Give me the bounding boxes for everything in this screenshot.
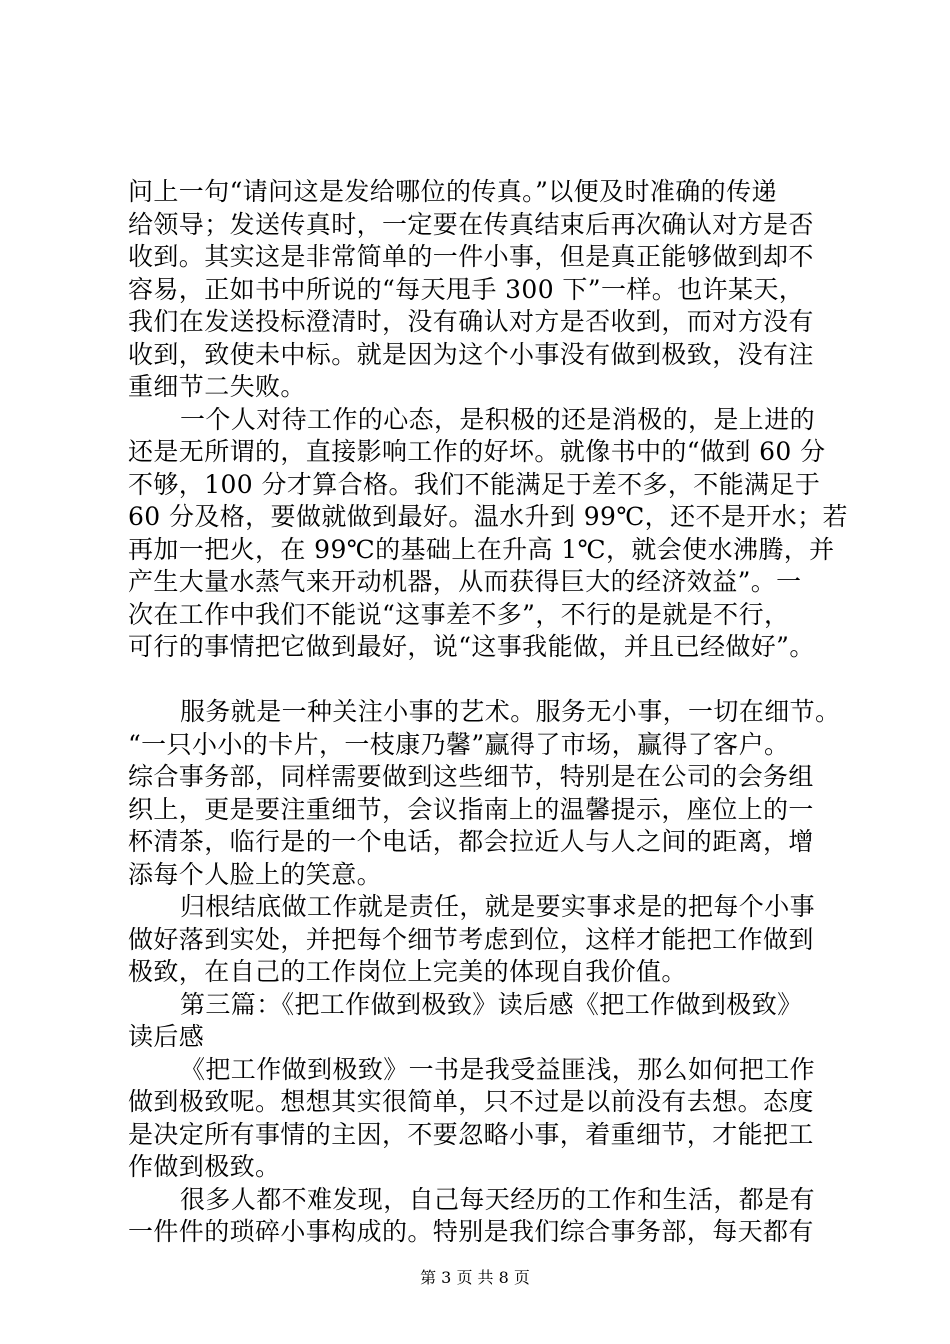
text-line: 给领导；发送传真时，一定要在传真结束后再次确认对方是否: [128, 209, 814, 239]
page-number-footer: 第 3 页 共 8 页: [420, 1268, 530, 1287]
text-line: 再加一把火，在 99℃的基础上在升高 1℃，就会使水沸腾，并: [128, 534, 835, 564]
text-line: 收到，致使未中标。就是因为这个小事没有做到极致，没有注: [128, 339, 814, 369]
section-heading-continuation: 读后感: [128, 1022, 205, 1051]
text-line: 重细节二失败。: [128, 372, 306, 401]
text-line: 不够，100 分才算合格。我们不能满足于差不多，不能满足于: [128, 469, 821, 499]
text-line: 做到极致呢。想想其实很简单，只不过是以前没有去想。态度: [128, 1087, 814, 1116]
document-body: [128, 176, 848, 1249]
section-heading: 第三篇：《把工作做到极致》读后感《把工作做到极致》: [180, 989, 803, 1019]
text-line: “一只小小的卡片，一枝康乃馨”赢得了市场，赢得了客户。: [128, 729, 790, 759]
paragraph-start-line: 一个人对待工作的心态，是积极的还是消极的，是上进的: [180, 404, 816, 434]
text-line: 收到。其实这是非常简单的一件小事，但是真正能够做到却不: [128, 242, 814, 271]
text-line: 织上，更是要注重细节，会议指南上的温馨提示，座位上的一: [128, 794, 814, 824]
text-line: 产生大量水蒸气来开动机器，从而获得巨大的经济效益”。一: [128, 567, 802, 596]
text-line: 极致，在自己的工作岗位上完美的体现自我价值。: [128, 957, 687, 986]
text-line: 作做到极致。: [128, 1152, 281, 1181]
text-line: 次在工作中我们不能说“这事差不多”，不行的是就是不行，: [128, 599, 790, 629]
text-line: 一件件的琐碎小事构成的。特别是我们综合事务部，每天都有: [128, 1217, 814, 1246]
paragraph-start-line: 《把工作做到极致》一书是我受益匪浅，那么如何把工作: [180, 1054, 816, 1084]
paragraph-start-line: 服务就是一种关注小事的艺术。服务无小事，一切在细节。: [180, 697, 841, 726]
text-line: 做好落到实处，并把每个细节考虑到位，这样才能把工作做到: [128, 924, 814, 954]
text-line: 我们在发送投标澄清时，没有确认对方是否收到，而对方没有: [128, 307, 814, 336]
text-line: 综合事务部，同样需要做到这些细节，特别是在公司的会务组: [128, 762, 814, 791]
text-line: 添每个人脸上的笑意。: [128, 859, 383, 889]
text-line: 60 分及格，要做就做到最好。温水升到 99℃，还不是开水；若: [128, 502, 848, 531]
text-line: 还是无所谓的，直接影响工作的好坏。就像书中的“做到 60 分: [128, 437, 826, 466]
paragraph-start-line: 很多人都不难发现，自己每天经历的工作和生活，都是有: [180, 1184, 816, 1214]
paragraph-start-line: 归根结底做工作就是责任，就是要实事求是的把每个小事: [180, 892, 816, 921]
text-line: 问上一句“请问这是发给哪位的传真。”以便及时准确的传递: [128, 177, 777, 206]
blank-line: [128, 664, 828, 697]
text-line: 杯清茶，临行是的一个电话，都会拉近人与人之间的距离，增: [128, 827, 814, 856]
text-line: 可行的事情把它做到最好，说“这事我能做，并且已经做好”。: [128, 632, 815, 661]
text-line: 是决定所有事情的主因，不要忽略小事，着重细节，才能把工: [128, 1119, 814, 1149]
text-line: 容易，正如书中所说的“每天甩手 300 下”一样。也许某天，: [128, 274, 805, 304]
